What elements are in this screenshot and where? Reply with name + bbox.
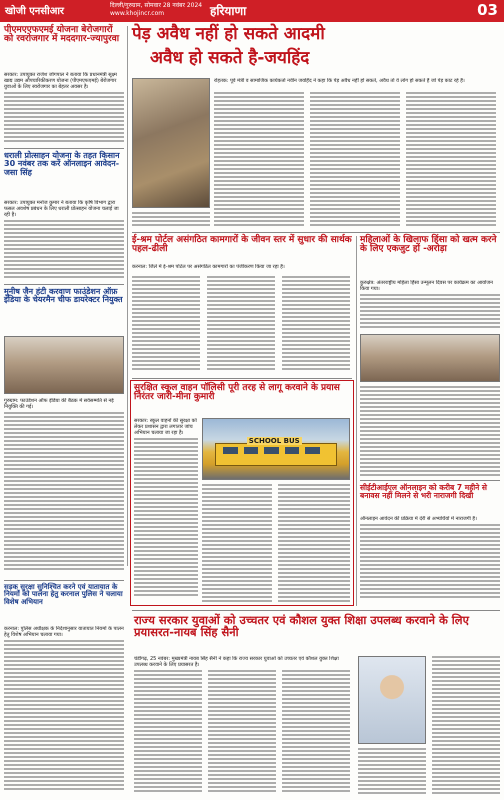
left-top-headline: पीएमएएफएमई योजना बेरोजगारों को रवरोजगार में मददगार-ज्यापुरवा bbox=[4, 25, 120, 45]
date-line: दिल्ली/गुरुग्राम, सोमवार 28 नवंबर 2024 bbox=[110, 2, 203, 9]
school-text-2 bbox=[202, 484, 272, 602]
lead-story-body bbox=[214, 78, 500, 228]
bottom-lead: चंडीगढ़, 25 नवंबर: मुख्यमंत्री नायब सिंह सैनी ने कहा कि राज्य सरकार युवाओं को उच्चतर एवं कौशल युक्त शिक्षा उपलब्ध करवाने के लिए प्रयासरत है। bbox=[134, 656, 339, 668]
portal-headline: ई-श्रम पोर्टल असंगठित कामगारों के जीवन स्तर में सुधार की सार्थक पहल-ढीली bbox=[132, 235, 352, 255]
bottom-col-3 bbox=[282, 670, 350, 794]
date-block bbox=[110, 2, 202, 18]
lead-col-3 bbox=[406, 92, 496, 228]
page-number: 03 bbox=[477, 1, 498, 19]
divider bbox=[132, 232, 500, 233]
bottom-col-5 bbox=[432, 656, 500, 796]
cet-body bbox=[360, 516, 500, 606]
school-body-left bbox=[134, 418, 198, 602]
bus-window bbox=[244, 447, 259, 454]
divider bbox=[132, 610, 500, 611]
bottom-col-4 bbox=[358, 748, 426, 796]
left-low-headline: मुनीष जैन हंटी करवाण फाउंडेशन ऑफ़ इंडिया के चेयरमैन चीफ डायरेक्टर नियुक्त bbox=[4, 287, 123, 305]
bottom-col-1 bbox=[134, 670, 202, 794]
section-title: हरियाणा bbox=[210, 4, 247, 18]
column-rule bbox=[356, 236, 357, 606]
lead-story-photo bbox=[132, 78, 210, 208]
lead-story-lead: रोहतक: पूर्व मंत्री व सामाजिक कार्यकर्ता नवीन जयहिंद ने कहा कि पेड़ अवैध नहीं हो सकते, अवैध तो वे लोग हो सकते हैं जो पेड़ काट रहे हैं। bbox=[214, 78, 465, 84]
bottom-headline: राज्य सरकार युवाओं को उच्चतर एवं कौशल युक्त शिक्षा उपलब्ध करवाने के लिए प्रयासरत-नायब सिंह सैनी bbox=[134, 613, 469, 640]
left-bottom-lead: करनाल: पुलिस अधीक्षक के निर्देशानुसार यातायात नियमों के पालन हेतु विशेष अभियान चलाया गया। bbox=[4, 626, 124, 638]
cet-text bbox=[360, 524, 500, 600]
bus-sign: SCHOOL BUS bbox=[248, 437, 300, 445]
school-headline: सुरक्षित स्कूल वाहन पॉलिसी पूरी तरह से लागू करवाने के प्रयास निरंतर जारी-मीना कुमारी bbox=[134, 383, 340, 403]
paper-name: खोजी एनसीआर bbox=[5, 6, 65, 17]
left-top-lead: सरकार: उपायुक्त राजेश जोगपाल ने बताया कि प्रधानमंत्री सूक्ष्म खाद्य उद्यम औपचारिकीकरण योजना (पीएमएफएमई) बेरोजगार युवाओं के लिए स्वरोजगार का बेहतर अवसर है। bbox=[4, 72, 117, 90]
women-lead: कुरुक्षेत्र: अंतरराष्ट्रीय महिला हिंसा उन्मूलन दिवस पर कार्यक्रम का आयोजन किया गया। bbox=[360, 280, 493, 292]
lead-col-1 bbox=[214, 92, 304, 228]
left-mid-lead: सरकार: उपायुक्त मनोज कुमार ने बताया कि कृषि विभाग द्वारा फसल अवशेष प्रबंधन के लिए धराली प्रोत्साहन योजना चलाई जा रही है। bbox=[4, 200, 119, 218]
left-low-body bbox=[4, 398, 124, 576]
divider bbox=[360, 480, 500, 481]
school-text-1 bbox=[134, 438, 198, 598]
bottom-col-2 bbox=[208, 670, 276, 794]
left-mid-headline: धराली प्रोत्साहन योजना के तहत किसान 30 नवंबर तक करें ऑनलाइन आवेदन-जसा सिंह bbox=[4, 151, 120, 177]
portal-lead: करनाल: जिले में ई-श्रम पोर्टल पर असंगठित कामगारों का पंजीकरण किया जा रहा है। bbox=[132, 264, 285, 270]
masthead bbox=[0, 0, 504, 22]
women-text-more bbox=[360, 386, 500, 476]
women-headline: महिलाओं के खिलाफ हिंसा को खत्म करने के लिए एकजुट हों -अरोड़ा bbox=[360, 235, 497, 255]
bus-window bbox=[285, 447, 300, 454]
school-text-3 bbox=[278, 484, 350, 602]
divider bbox=[4, 148, 124, 149]
lead-col-2 bbox=[310, 92, 400, 228]
portal-col-3 bbox=[282, 276, 350, 372]
left-top-body bbox=[4, 72, 124, 144]
bus-window bbox=[223, 447, 238, 454]
bottom-body bbox=[134, 656, 352, 796]
portal-col-2 bbox=[207, 276, 275, 372]
left-mid-text bbox=[4, 220, 124, 280]
divider bbox=[132, 378, 352, 379]
school-lead: सरकार: स्कूल वाहनों की सुरक्षा को लेकर प्रशासन द्वारा लगातार जांच अभियान चलाया जा रहा है। bbox=[134, 418, 197, 436]
lead-col-0 bbox=[132, 212, 210, 228]
cet-lead: ऑनलाइन आवेदन की प्रक्रिया में देरी से अभ्यर्थियों में नाराजगी है। bbox=[360, 516, 477, 522]
cet-headline: सीईटीआईएल ऑनलाइन को करीब 7 महीने से बनावस नहीं मिलने से भरी नाराजगी दिखी bbox=[360, 483, 487, 500]
women-event-photo bbox=[360, 334, 500, 382]
chief-minister-photo bbox=[358, 656, 426, 744]
women-body bbox=[360, 280, 500, 330]
lead-headline-line1: पेड़ अवैध नहीं हो सकते आदमी bbox=[132, 24, 325, 44]
portal-body bbox=[132, 264, 352, 374]
left-bottom-body bbox=[4, 626, 124, 796]
left-bottom-text bbox=[4, 640, 124, 790]
women-text bbox=[360, 294, 500, 330]
left-mid-body bbox=[4, 200, 124, 280]
school-bus-photo bbox=[202, 418, 350, 480]
divider bbox=[4, 284, 124, 285]
column-rule bbox=[127, 26, 128, 566]
date-sub: www.khojincr.com bbox=[110, 10, 165, 17]
left-bottom-headline: सड़क सुरक्षा सुनिश्चित करने एवं यातायात के नियमों को पालना हेतु करनाल पुलिस ने चलाया विशेष अभियान bbox=[4, 583, 123, 606]
portal-col-1 bbox=[132, 276, 200, 372]
left-low-lead: गुरुग्राम: फाउंडेशन ऑफ इंडिया की बैठक में सर्वसम्मति से नई नियुक्ति की गई। bbox=[4, 398, 114, 410]
bus-window bbox=[264, 447, 279, 454]
meeting-photo bbox=[4, 336, 124, 394]
left-low-text bbox=[4, 412, 124, 572]
divider bbox=[4, 580, 124, 581]
left-top-text bbox=[4, 92, 124, 142]
lead-headline-line2: अवैध हो सकते है-जयहिंद bbox=[150, 48, 310, 68]
bus-window bbox=[305, 447, 320, 454]
